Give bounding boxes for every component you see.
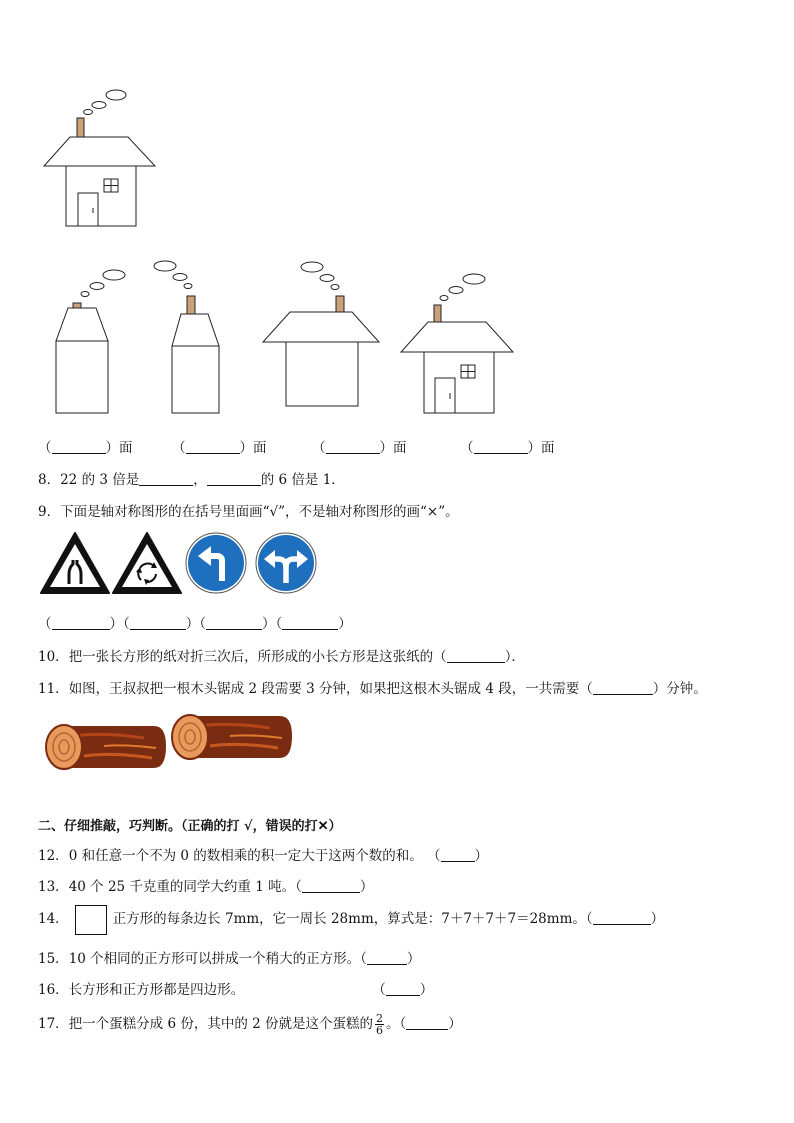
question-10: 10．把一张长方形的纸对折三次后，所形成的小长方形是这张纸的（ ）． bbox=[38, 649, 525, 665]
q16-blank[interactable] bbox=[386, 982, 420, 996]
q9-answer-row: （ ）（ ）（ ）（ ） bbox=[38, 616, 352, 632]
house-wall bbox=[56, 341, 108, 413]
reference-house bbox=[40, 84, 160, 230]
answer-blank[interactable] bbox=[186, 440, 240, 454]
answer-blank[interactable] bbox=[474, 440, 528, 454]
view-1-answer[interactable]: （ ）面 bbox=[38, 440, 133, 456]
smoke-puff bbox=[331, 285, 339, 290]
q10-blank[interactable] bbox=[447, 649, 505, 663]
q11-blank[interactable] bbox=[593, 681, 653, 695]
smoke-puff bbox=[84, 110, 93, 115]
view-4-answer[interactable]: （ ）面 bbox=[460, 440, 555, 456]
roof bbox=[56, 308, 108, 341]
roof bbox=[263, 312, 379, 342]
smoke-puff bbox=[184, 284, 192, 289]
roof bbox=[44, 137, 155, 166]
view-1-house bbox=[52, 264, 132, 416]
question-17: 17．把一个蛋糕分成 6 份，其中的 2 份就是这个蛋糕的 $\frac{2}{6}$ 。（ ） bbox=[38, 1012, 462, 1037]
wood-log-1 bbox=[44, 722, 168, 774]
question-8: 8．22 的 3 倍是 ， 的 6 倍是 1． bbox=[38, 472, 345, 488]
wood-log-2 bbox=[170, 712, 294, 764]
q8-blank-2[interactable] bbox=[207, 472, 261, 486]
smoke-puff bbox=[301, 262, 323, 272]
question-13: 13．40 个 25 千克重的同学大约重 1 吨。（ ） bbox=[38, 879, 374, 895]
smoke-puff bbox=[154, 261, 176, 271]
q13-blank[interactable] bbox=[302, 879, 360, 893]
door bbox=[435, 378, 455, 413]
view-3-house bbox=[260, 258, 382, 410]
house-wall bbox=[172, 346, 219, 413]
smoke-puff bbox=[449, 287, 463, 294]
warning-sign-narrow-road bbox=[38, 530, 112, 596]
smoke-puff bbox=[463, 274, 485, 284]
smoke-puff bbox=[81, 292, 89, 297]
view-2-house bbox=[150, 258, 230, 416]
question-12: 12．0 和任意一个不为 0 的数相乘的积一定大于这两个数的和。 （ ） bbox=[38, 848, 489, 864]
q9-blank-3[interactable] bbox=[206, 616, 262, 630]
q8-blank-1[interactable] bbox=[139, 472, 193, 486]
view-2-answer[interactable]: （ ）面 bbox=[172, 440, 267, 456]
warning-sign-roundabout bbox=[110, 530, 184, 596]
house-wall bbox=[286, 342, 358, 406]
answer-blank[interactable] bbox=[326, 440, 380, 454]
chimney bbox=[73, 303, 81, 308]
smoke-puff bbox=[92, 102, 106, 109]
question-14: 14． 正方形的每条边长 7mm，它一周长 28mm，算式是：7＋7＋7＋7＝28mm。（ ） bbox=[38, 904, 664, 935]
q15-blank[interactable] bbox=[367, 951, 407, 965]
question-15: 15．10 个相同的正方形可以拼成一个稍大的正方形。（ ） bbox=[38, 951, 421, 967]
door bbox=[78, 193, 98, 226]
q14-blank[interactable] bbox=[593, 911, 651, 925]
question-11: 11．如图，王叔叔把一根木头锯成 2 段需要 3 分钟，如果把这根木头锯成 4 段，一共需要（ ）分钟。 bbox=[38, 681, 707, 697]
roof bbox=[172, 314, 219, 346]
q9-blank-1[interactable] bbox=[52, 616, 110, 630]
fraction-2-6: $\frac{2}{6}$ bbox=[376, 1012, 384, 1037]
chimney bbox=[336, 296, 344, 313]
question-16: 16．长方形和正方形都是四边形。 （ ） bbox=[38, 982, 434, 998]
smoke-puff bbox=[173, 274, 187, 281]
answer-blank[interactable] bbox=[52, 440, 106, 454]
square-figure bbox=[75, 905, 107, 935]
smoke-puff bbox=[320, 275, 334, 282]
smoke-puff bbox=[103, 270, 125, 280]
smoke-puff bbox=[440, 296, 448, 301]
house-wall bbox=[66, 166, 136, 226]
turn-left-or-right-sign bbox=[254, 531, 318, 595]
q9-blank-4[interactable] bbox=[282, 616, 338, 630]
view-4-house bbox=[398, 270, 516, 416]
roof bbox=[401, 322, 513, 352]
q12-blank[interactable] bbox=[441, 848, 475, 862]
section-2-title: 二、仔细推敲，巧判断。（正确的打 √，错误的打✕） bbox=[38, 819, 342, 834]
smoke-puff bbox=[106, 90, 126, 100]
q17-blank[interactable] bbox=[406, 1016, 448, 1030]
smoke-puff bbox=[90, 283, 104, 290]
turn-left-sign bbox=[184, 531, 248, 595]
question-9: 9．下面是轴对称图形的在括号里面画“√”，不是轴对称图形的画“×”。 bbox=[38, 504, 459, 520]
q9-blank-2[interactable] bbox=[130, 616, 186, 630]
view-3-answer[interactable]: （ ）面 bbox=[312, 440, 407, 456]
